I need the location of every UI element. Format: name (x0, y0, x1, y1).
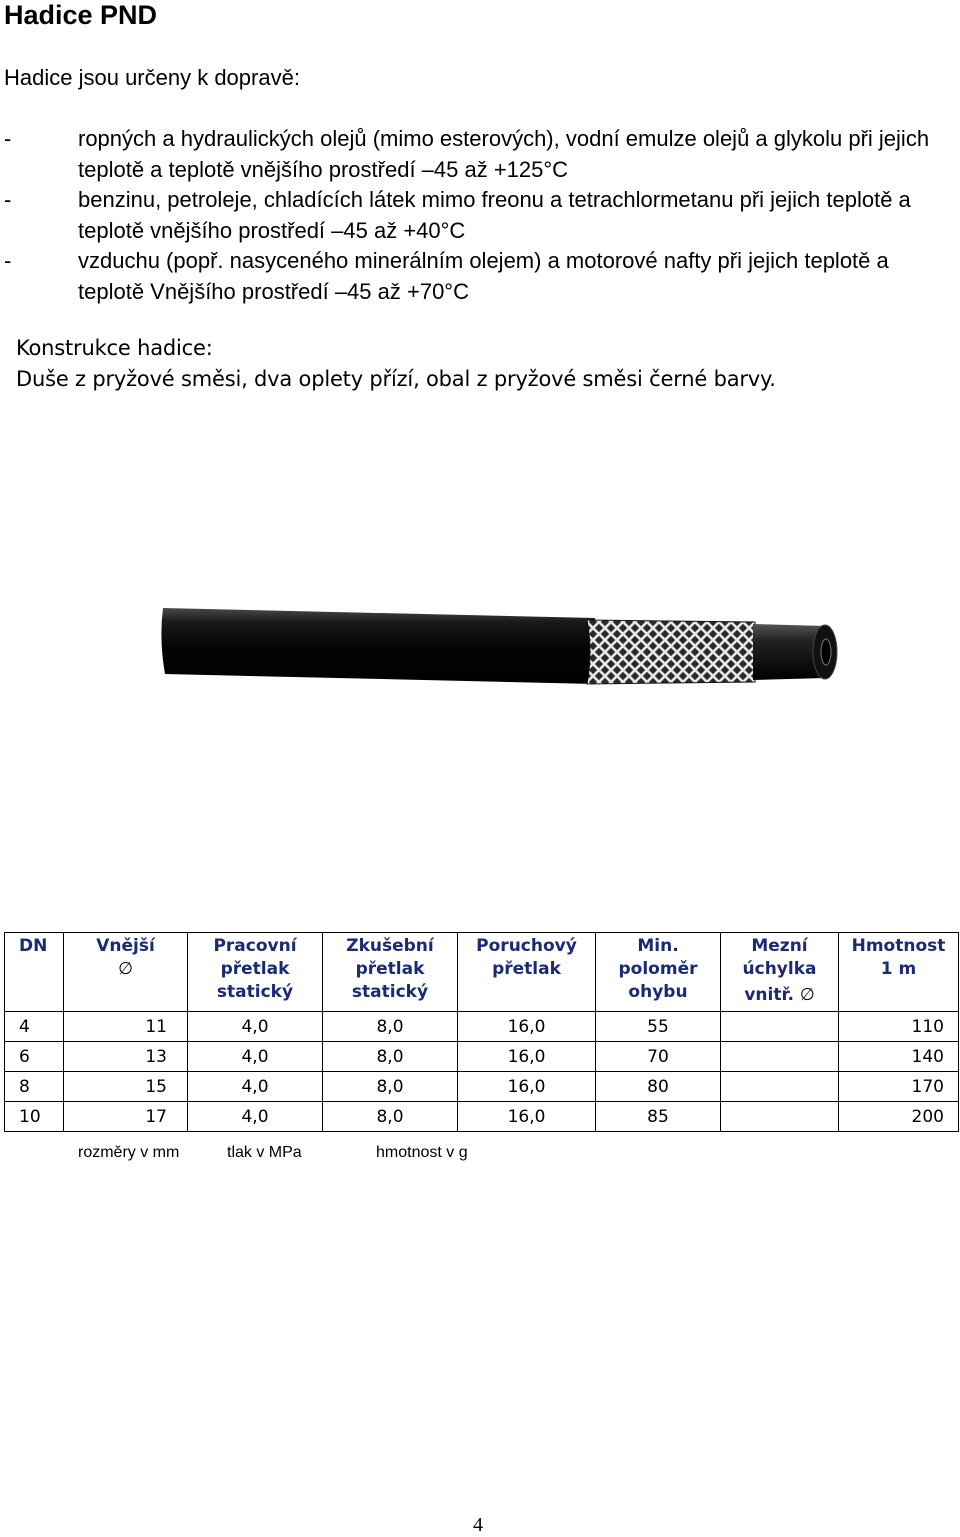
cell-outer: 15 (64, 1072, 188, 1102)
diameter-icon: ∅ (118, 959, 133, 979)
bullet-dash: - (4, 248, 12, 273)
list-item-text: benzinu, petroleje, chladících látek mimo freonu a tetrachlormetanu při jejich teplotě a teplotě vnějšího prostředí –45 až +40°C (78, 187, 911, 243)
cell-test: 8,0 (323, 1042, 458, 1072)
cell-weight: 140 (839, 1042, 959, 1072)
cell-deviation (721, 1102, 839, 1132)
list-item (4, 185, 960, 246)
cell-radius: 70 (596, 1042, 721, 1072)
cell-burst: 16,0 (458, 1042, 596, 1072)
cell-radius: 55 (596, 1012, 721, 1042)
cell-weight: 170 (839, 1072, 959, 1102)
table-row (5, 1102, 959, 1132)
col-burst-pressure: Poruchový přetlak (458, 933, 596, 1012)
units-weight: hmotnost v g (376, 1144, 468, 1161)
page-number: 4 (473, 1514, 483, 1536)
bullet-dash: - (4, 126, 12, 151)
hose-outer-cover (161, 608, 595, 684)
cell-weight: 110 (839, 1012, 959, 1042)
cell-radius: 80 (596, 1072, 721, 1102)
construction-heading: Konstrukce hadice: (16, 336, 213, 360)
cell-outer: 13 (64, 1042, 188, 1072)
cell-test: 8,0 (323, 1102, 458, 1132)
cell-burst: 16,0 (458, 1102, 596, 1132)
cell-outer: 11 (64, 1012, 188, 1042)
hose-bore (821, 639, 831, 665)
list-item-text: vzduchu (popř. nasyceného minerálním olejem) a motorové nafty při jejich teplotě a teplotě Vnějšího prostředí –45 až +70°C (78, 248, 889, 304)
cell-dn: 10 (5, 1102, 64, 1132)
col-weight: Hmotnost 1 m (839, 933, 959, 1012)
table-header-row (5, 933, 959, 1012)
intro-text: Hadice jsou určeny k dopravě: (4, 65, 300, 90)
cell-work: 4,0 (188, 1012, 323, 1042)
cell-outer: 17 (64, 1102, 188, 1132)
usage-list (4, 124, 960, 307)
spec-table (4, 932, 959, 1132)
cell-burst: 16,0 (458, 1072, 596, 1102)
construction-section (16, 333, 776, 395)
cell-deviation (721, 1072, 839, 1102)
col-working-pressure: Pracovní přetlak statický (188, 933, 323, 1012)
cell-test: 8,0 (323, 1012, 458, 1042)
cell-burst: 16,0 (458, 1012, 596, 1042)
units-dimensions: rozměry v mm (78, 1144, 180, 1161)
cell-work: 4,0 (188, 1072, 323, 1102)
col-tolerance: Mezní úchylka vnitř. ∅ (721, 933, 839, 1012)
cell-dn: 6 (5, 1042, 64, 1072)
col-outer-diameter: Vnější ∅ (64, 933, 188, 1012)
cell-deviation (721, 1012, 839, 1042)
table-row (5, 1012, 959, 1042)
cell-work: 4,0 (188, 1042, 323, 1072)
cell-deviation (721, 1042, 839, 1072)
cell-radius: 85 (596, 1102, 721, 1132)
construction-text: Duše z pryžové směsi, dva oplety přízí, obal z pryžové směsi černé barvy. (16, 367, 776, 391)
list-item-text: ropných a hydraulických olejů (mimo esterových), vodní emulze olejů a glykolu při jejich teplotě a teplotě vnějšího prostředí –45 až +125°C (78, 126, 930, 182)
units-pressure: tlak v MPa (227, 1144, 302, 1161)
list-item (4, 246, 960, 307)
page-title: Hadice PND (4, 0, 158, 30)
bullet-dash: - (4, 187, 12, 212)
hose-braid-layer (587, 620, 755, 684)
cell-test: 8,0 (323, 1072, 458, 1102)
hose-image (155, 598, 845, 698)
list-item (4, 124, 960, 185)
cell-dn: 8 (5, 1072, 64, 1102)
cell-weight: 200 (839, 1102, 959, 1132)
col-dn: DN (5, 933, 64, 1012)
col-test-pressure: Zkušební přetlak statický (323, 933, 458, 1012)
table-row (5, 1072, 959, 1102)
col-min-bend-radius: Min. poloměr ohybu (596, 933, 721, 1012)
cell-dn: 4 (5, 1012, 64, 1042)
cell-work: 4,0 (188, 1102, 323, 1132)
table-row (5, 1042, 959, 1072)
diameter-icon: ∅ (799, 985, 815, 1005)
